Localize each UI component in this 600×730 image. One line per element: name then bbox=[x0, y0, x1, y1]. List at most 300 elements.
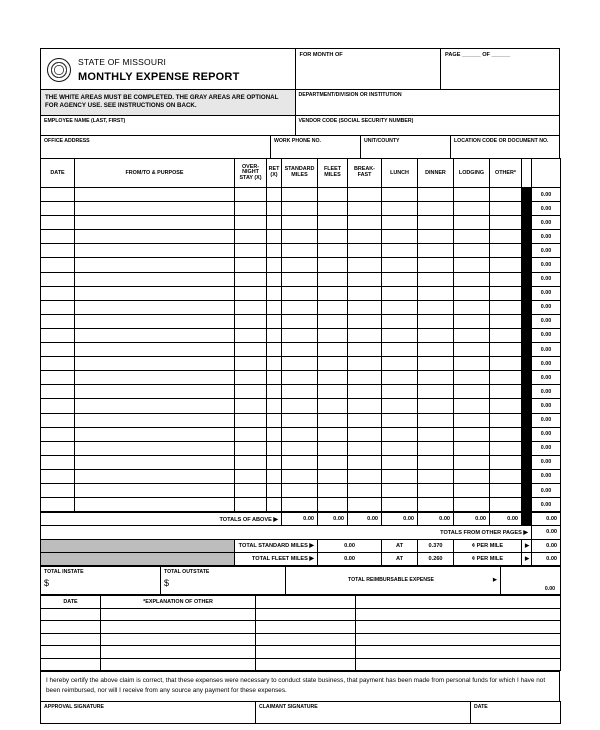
row-input-cell[interactable] bbox=[490, 230, 522, 244]
explanation-row[interactable] bbox=[41, 621, 561, 634]
table-row[interactable] bbox=[41, 286, 561, 300]
row-input-cell[interactable] bbox=[41, 314, 75, 328]
row-input-cell[interactable] bbox=[318, 272, 348, 286]
row-input-cell[interactable] bbox=[454, 258, 490, 272]
explanation-cell[interactable] bbox=[41, 646, 101, 659]
row-input-cell[interactable] bbox=[267, 498, 282, 512]
row-input-cell[interactable] bbox=[490, 314, 522, 328]
vendor-code-field[interactable]: VENDOR CODE (SOCIAL SECURITY NUMBER) bbox=[296, 115, 559, 135]
row-input-cell[interactable] bbox=[282, 188, 318, 202]
row-input-cell[interactable] bbox=[348, 343, 382, 357]
row-input-cell[interactable] bbox=[382, 483, 418, 497]
row-input-cell[interactable] bbox=[382, 230, 418, 244]
row-input-cell[interactable] bbox=[490, 498, 522, 512]
row-input-cell[interactable] bbox=[235, 399, 267, 413]
row-input-cell[interactable] bbox=[418, 357, 454, 371]
row-input-cell[interactable] bbox=[490, 399, 522, 413]
table-row[interactable] bbox=[41, 258, 561, 272]
row-input-cell[interactable] bbox=[235, 328, 267, 342]
row-input-cell[interactable] bbox=[267, 216, 282, 230]
row-input-cell[interactable] bbox=[282, 413, 318, 427]
location-code-field[interactable]: LOCATION CODE OR DOCUMENT NO. bbox=[454, 138, 549, 144]
row-input-cell[interactable] bbox=[418, 328, 454, 342]
row-input-cell[interactable] bbox=[41, 385, 75, 399]
row-input-cell[interactable] bbox=[267, 202, 282, 216]
row-input-cell[interactable] bbox=[282, 385, 318, 399]
row-input-cell[interactable] bbox=[318, 230, 348, 244]
row-input-cell[interactable] bbox=[490, 483, 522, 497]
explanation-row[interactable] bbox=[41, 646, 561, 659]
row-input-cell[interactable] bbox=[318, 483, 348, 497]
row-input-cell[interactable] bbox=[41, 216, 75, 230]
row-input-cell[interactable] bbox=[235, 357, 267, 371]
row-input-cell[interactable] bbox=[418, 216, 454, 230]
row-input-cell[interactable] bbox=[418, 413, 454, 427]
row-input-cell[interactable] bbox=[282, 371, 318, 385]
row-input-cell[interactable] bbox=[75, 216, 235, 230]
row-input-cell[interactable] bbox=[348, 244, 382, 258]
row-input-cell[interactable] bbox=[235, 258, 267, 272]
row-input-cell[interactable] bbox=[490, 272, 522, 286]
explanation-cell[interactable] bbox=[256, 646, 356, 659]
row-input-cell[interactable] bbox=[382, 300, 418, 314]
explanation-cell[interactable] bbox=[356, 621, 561, 634]
row-input-cell[interactable] bbox=[318, 258, 348, 272]
row-input-cell[interactable] bbox=[348, 300, 382, 314]
total-instate-cell[interactable]: TOTAL INSTATE $ bbox=[41, 566, 161, 594]
row-input-cell[interactable] bbox=[267, 441, 282, 455]
row-input-cell[interactable] bbox=[418, 343, 454, 357]
row-input-cell[interactable] bbox=[318, 469, 348, 483]
row-input-cell[interactable] bbox=[41, 328, 75, 342]
row-input-cell[interactable] bbox=[382, 427, 418, 441]
table-row[interactable] bbox=[41, 343, 561, 357]
row-input-cell[interactable] bbox=[382, 188, 418, 202]
table-row[interactable] bbox=[41, 455, 561, 469]
row-input-cell[interactable] bbox=[454, 483, 490, 497]
total-outstate-cell[interactable]: TOTAL OUTSTATE $ bbox=[161, 566, 286, 594]
row-input-cell[interactable] bbox=[267, 258, 282, 272]
table-row[interactable] bbox=[41, 441, 561, 455]
row-input-cell[interactable] bbox=[235, 300, 267, 314]
row-input-cell[interactable] bbox=[41, 483, 75, 497]
row-input-cell[interactable] bbox=[267, 230, 282, 244]
row-input-cell[interactable] bbox=[318, 371, 348, 385]
table-row[interactable] bbox=[41, 216, 561, 230]
row-input-cell[interactable] bbox=[267, 244, 282, 258]
explanation-row[interactable] bbox=[41, 633, 561, 646]
row-input-cell[interactable] bbox=[282, 230, 318, 244]
row-input-cell[interactable] bbox=[267, 455, 282, 469]
row-input-cell[interactable] bbox=[418, 385, 454, 399]
row-input-cell[interactable] bbox=[318, 357, 348, 371]
row-input-cell[interactable] bbox=[382, 371, 418, 385]
explanation-cell[interactable] bbox=[356, 658, 561, 671]
row-input-cell[interactable] bbox=[41, 469, 75, 483]
explanation-cell[interactable] bbox=[41, 633, 101, 646]
row-input-cell[interactable] bbox=[418, 498, 454, 512]
explanation-cell[interactable] bbox=[256, 633, 356, 646]
row-input-cell[interactable] bbox=[382, 469, 418, 483]
explanation-cell[interactable] bbox=[41, 658, 101, 671]
row-input-cell[interactable] bbox=[382, 202, 418, 216]
row-input-cell[interactable] bbox=[75, 441, 235, 455]
row-input-cell[interactable] bbox=[267, 357, 282, 371]
row-input-cell[interactable] bbox=[454, 498, 490, 512]
row-input-cell[interactable] bbox=[75, 371, 235, 385]
row-input-cell[interactable] bbox=[418, 399, 454, 413]
row-input-cell[interactable] bbox=[454, 314, 490, 328]
approval-signature-field[interactable]: APPROVAL SIGNATURE bbox=[41, 702, 256, 724]
row-input-cell[interactable] bbox=[490, 469, 522, 483]
row-input-cell[interactable] bbox=[41, 427, 75, 441]
row-input-cell[interactable] bbox=[282, 343, 318, 357]
row-input-cell[interactable] bbox=[454, 399, 490, 413]
row-input-cell[interactable] bbox=[454, 427, 490, 441]
row-input-cell[interactable] bbox=[318, 328, 348, 342]
row-input-cell[interactable] bbox=[418, 244, 454, 258]
row-input-cell[interactable] bbox=[490, 328, 522, 342]
row-input-cell[interactable] bbox=[267, 469, 282, 483]
row-input-cell[interactable] bbox=[348, 230, 382, 244]
row-input-cell[interactable] bbox=[382, 357, 418, 371]
row-input-cell[interactable] bbox=[348, 413, 382, 427]
row-input-cell[interactable] bbox=[318, 314, 348, 328]
explanation-cell[interactable] bbox=[101, 633, 256, 646]
row-input-cell[interactable] bbox=[454, 469, 490, 483]
row-input-cell[interactable] bbox=[267, 343, 282, 357]
row-input-cell[interactable] bbox=[418, 272, 454, 286]
row-input-cell[interactable] bbox=[75, 455, 235, 469]
row-input-cell[interactable] bbox=[282, 244, 318, 258]
row-input-cell[interactable] bbox=[267, 413, 282, 427]
table-row[interactable] bbox=[41, 413, 561, 427]
row-input-cell[interactable] bbox=[348, 385, 382, 399]
row-input-cell[interactable] bbox=[282, 427, 318, 441]
row-input-cell[interactable] bbox=[41, 188, 75, 202]
row-input-cell[interactable] bbox=[41, 202, 75, 216]
row-input-cell[interactable] bbox=[318, 300, 348, 314]
row-input-cell[interactable] bbox=[318, 216, 348, 230]
row-input-cell[interactable] bbox=[282, 300, 318, 314]
row-input-cell[interactable] bbox=[318, 188, 348, 202]
row-input-cell[interactable] bbox=[267, 427, 282, 441]
row-input-cell[interactable] bbox=[235, 385, 267, 399]
row-input-cell[interactable] bbox=[454, 343, 490, 357]
row-input-cell[interactable] bbox=[235, 286, 267, 300]
row-input-cell[interactable] bbox=[418, 441, 454, 455]
row-input-cell[interactable] bbox=[235, 216, 267, 230]
row-input-cell[interactable] bbox=[490, 216, 522, 230]
row-input-cell[interactable] bbox=[318, 441, 348, 455]
row-input-cell[interactable] bbox=[454, 202, 490, 216]
row-input-cell[interactable] bbox=[490, 371, 522, 385]
row-input-cell[interactable] bbox=[348, 455, 382, 469]
row-input-cell[interactable] bbox=[348, 202, 382, 216]
total-fleet-amount[interactable]: 0.00 bbox=[532, 552, 561, 565]
row-input-cell[interactable] bbox=[382, 272, 418, 286]
row-input-cell[interactable] bbox=[382, 498, 418, 512]
row-input-cell[interactable] bbox=[75, 188, 235, 202]
total-standard-rate[interactable]: 0.370 bbox=[418, 539, 454, 552]
row-input-cell[interactable] bbox=[235, 343, 267, 357]
explanation-cell[interactable] bbox=[256, 658, 356, 671]
row-input-cell[interactable] bbox=[418, 483, 454, 497]
row-input-cell[interactable] bbox=[454, 188, 490, 202]
explanation-cell[interactable] bbox=[101, 608, 256, 621]
row-input-cell[interactable] bbox=[282, 258, 318, 272]
unit-county-field[interactable]: UNIT/COUNTY bbox=[361, 136, 451, 158]
row-input-cell[interactable] bbox=[318, 427, 348, 441]
row-input-cell[interactable] bbox=[318, 244, 348, 258]
row-input-cell[interactable] bbox=[418, 300, 454, 314]
table-row[interactable] bbox=[41, 314, 561, 328]
row-input-cell[interactable] bbox=[75, 258, 235, 272]
row-input-cell[interactable] bbox=[318, 286, 348, 300]
row-input-cell[interactable] bbox=[282, 357, 318, 371]
row-input-cell[interactable] bbox=[235, 314, 267, 328]
row-input-cell[interactable] bbox=[235, 371, 267, 385]
row-input-cell[interactable] bbox=[348, 314, 382, 328]
row-input-cell[interactable] bbox=[282, 469, 318, 483]
row-input-cell[interactable] bbox=[235, 188, 267, 202]
row-input-cell[interactable] bbox=[418, 202, 454, 216]
row-input-cell[interactable] bbox=[75, 385, 235, 399]
explanation-cell[interactable] bbox=[41, 608, 101, 621]
row-input-cell[interactable] bbox=[267, 371, 282, 385]
row-input-cell[interactable] bbox=[490, 188, 522, 202]
row-input-cell[interactable] bbox=[75, 413, 235, 427]
row-input-cell[interactable] bbox=[418, 188, 454, 202]
row-input-cell[interactable] bbox=[418, 286, 454, 300]
row-input-cell[interactable] bbox=[318, 455, 348, 469]
row-input-cell[interactable] bbox=[454, 244, 490, 258]
row-input-cell[interactable] bbox=[418, 455, 454, 469]
table-row[interactable] bbox=[41, 469, 561, 483]
row-input-cell[interactable] bbox=[235, 272, 267, 286]
row-input-cell[interactable] bbox=[490, 343, 522, 357]
row-input-cell[interactable] bbox=[267, 300, 282, 314]
for-month-of-field[interactable]: FOR MONTH OF bbox=[296, 49, 441, 89]
row-input-cell[interactable] bbox=[418, 427, 454, 441]
row-input-cell[interactable] bbox=[318, 498, 348, 512]
row-input-cell[interactable] bbox=[318, 413, 348, 427]
explanation-cell[interactable] bbox=[356, 646, 561, 659]
row-input-cell[interactable] bbox=[41, 441, 75, 455]
row-input-cell[interactable] bbox=[41, 272, 75, 286]
row-input-cell[interactable] bbox=[382, 441, 418, 455]
row-input-cell[interactable] bbox=[235, 202, 267, 216]
row-input-cell[interactable] bbox=[75, 202, 235, 216]
row-input-cell[interactable] bbox=[348, 272, 382, 286]
explanation-row[interactable] bbox=[41, 658, 561, 671]
row-input-cell[interactable] bbox=[318, 202, 348, 216]
row-input-cell[interactable] bbox=[348, 498, 382, 512]
row-input-cell[interactable] bbox=[490, 244, 522, 258]
row-input-cell[interactable] bbox=[490, 427, 522, 441]
table-row[interactable] bbox=[41, 202, 561, 216]
total-fleet-rate[interactable]: 0.260 bbox=[418, 552, 454, 565]
row-input-cell[interactable] bbox=[454, 328, 490, 342]
row-input-cell[interactable] bbox=[235, 413, 267, 427]
row-input-cell[interactable] bbox=[348, 399, 382, 413]
row-input-cell[interactable] bbox=[454, 455, 490, 469]
row-input-cell[interactable] bbox=[282, 455, 318, 469]
row-input-cell[interactable] bbox=[348, 216, 382, 230]
row-input-cell[interactable] bbox=[418, 371, 454, 385]
table-row[interactable] bbox=[41, 244, 561, 258]
row-input-cell[interactable] bbox=[490, 455, 522, 469]
explanation-cell[interactable] bbox=[101, 646, 256, 659]
row-input-cell[interactable] bbox=[75, 244, 235, 258]
row-input-cell[interactable] bbox=[490, 357, 522, 371]
table-row[interactable] bbox=[41, 272, 561, 286]
row-input-cell[interactable] bbox=[348, 258, 382, 272]
explanation-cell[interactable] bbox=[256, 608, 356, 621]
row-input-cell[interactable] bbox=[418, 258, 454, 272]
work-phone-field[interactable]: WORK PHONE NO. bbox=[271, 136, 361, 158]
row-input-cell[interactable] bbox=[41, 357, 75, 371]
row-input-cell[interactable] bbox=[490, 202, 522, 216]
row-input-cell[interactable] bbox=[454, 385, 490, 399]
row-input-cell[interactable] bbox=[75, 399, 235, 413]
row-input-cell[interactable] bbox=[490, 258, 522, 272]
page-number-field[interactable]: PAGE ______ OF ______ bbox=[445, 52, 511, 58]
office-address-field[interactable]: OFFICE ADDRESS bbox=[41, 136, 271, 158]
row-input-cell[interactable] bbox=[267, 314, 282, 328]
table-row[interactable] bbox=[41, 188, 561, 202]
table-row[interactable] bbox=[41, 371, 561, 385]
row-input-cell[interactable] bbox=[490, 286, 522, 300]
row-input-cell[interactable] bbox=[235, 244, 267, 258]
row-input-cell[interactable] bbox=[282, 272, 318, 286]
table-row[interactable] bbox=[41, 328, 561, 342]
row-input-cell[interactable] bbox=[318, 385, 348, 399]
row-input-cell[interactable] bbox=[454, 230, 490, 244]
row-input-cell[interactable] bbox=[454, 216, 490, 230]
row-input-cell[interactable] bbox=[282, 328, 318, 342]
row-input-cell[interactable] bbox=[490, 300, 522, 314]
table-row[interactable] bbox=[41, 385, 561, 399]
row-input-cell[interactable] bbox=[382, 455, 418, 469]
totals-other-pages-value[interactable]: 0.00 bbox=[532, 526, 561, 539]
row-input-cell[interactable] bbox=[282, 399, 318, 413]
row-input-cell[interactable] bbox=[418, 469, 454, 483]
row-input-cell[interactable] bbox=[41, 258, 75, 272]
total-standard-miles-value[interactable]: 0.00 bbox=[318, 539, 382, 552]
row-input-cell[interactable] bbox=[235, 441, 267, 455]
row-input-cell[interactable] bbox=[348, 357, 382, 371]
row-input-cell[interactable] bbox=[267, 272, 282, 286]
row-input-cell[interactable] bbox=[41, 286, 75, 300]
row-input-cell[interactable] bbox=[382, 413, 418, 427]
row-input-cell[interactable] bbox=[267, 188, 282, 202]
row-input-cell[interactable] bbox=[235, 455, 267, 469]
row-input-cell[interactable] bbox=[382, 244, 418, 258]
row-input-cell[interactable] bbox=[348, 328, 382, 342]
explanation-cell[interactable] bbox=[41, 621, 101, 634]
row-input-cell[interactable] bbox=[41, 498, 75, 512]
row-input-cell[interactable] bbox=[382, 286, 418, 300]
row-input-cell[interactable] bbox=[454, 371, 490, 385]
explanation-row[interactable] bbox=[41, 608, 561, 621]
signature-date-field[interactable]: DATE bbox=[471, 702, 561, 724]
row-input-cell[interactable] bbox=[282, 202, 318, 216]
claimant-signature-field[interactable]: CLAIMANT SIGNATURE bbox=[256, 702, 471, 724]
row-input-cell[interactable] bbox=[41, 399, 75, 413]
row-input-cell[interactable] bbox=[75, 427, 235, 441]
row-input-cell[interactable] bbox=[267, 286, 282, 300]
row-input-cell[interactable] bbox=[75, 357, 235, 371]
row-input-cell[interactable] bbox=[235, 427, 267, 441]
row-input-cell[interactable] bbox=[382, 258, 418, 272]
employee-name-field[interactable]: EMPLOYEE NAME (LAST, FIRST) bbox=[41, 115, 295, 135]
total-standard-amount[interactable]: 0.00 bbox=[532, 539, 561, 552]
row-input-cell[interactable] bbox=[75, 343, 235, 357]
row-input-cell[interactable] bbox=[348, 483, 382, 497]
row-input-cell[interactable] bbox=[41, 300, 75, 314]
row-input-cell[interactable] bbox=[267, 385, 282, 399]
row-input-cell[interactable] bbox=[282, 314, 318, 328]
row-input-cell[interactable] bbox=[382, 216, 418, 230]
row-input-cell[interactable] bbox=[454, 441, 490, 455]
row-input-cell[interactable] bbox=[41, 244, 75, 258]
row-input-cell[interactable] bbox=[41, 455, 75, 469]
row-input-cell[interactable] bbox=[75, 498, 235, 512]
row-input-cell[interactable] bbox=[75, 483, 235, 497]
row-input-cell[interactable] bbox=[267, 328, 282, 342]
row-input-cell[interactable] bbox=[282, 483, 318, 497]
row-input-cell[interactable] bbox=[235, 469, 267, 483]
table-row[interactable] bbox=[41, 230, 561, 244]
row-input-cell[interactable] bbox=[348, 188, 382, 202]
row-input-cell[interactable] bbox=[41, 343, 75, 357]
row-input-cell[interactable] bbox=[318, 343, 348, 357]
row-input-cell[interactable] bbox=[41, 230, 75, 244]
row-input-cell[interactable] bbox=[382, 328, 418, 342]
explanation-cell[interactable] bbox=[356, 633, 561, 646]
explanation-cell[interactable] bbox=[101, 621, 256, 634]
table-row[interactable] bbox=[41, 399, 561, 413]
row-input-cell[interactable] bbox=[490, 385, 522, 399]
row-input-cell[interactable] bbox=[75, 314, 235, 328]
row-input-cell[interactable] bbox=[348, 427, 382, 441]
table-row[interactable] bbox=[41, 483, 561, 497]
row-input-cell[interactable] bbox=[490, 441, 522, 455]
row-input-cell[interactable] bbox=[75, 286, 235, 300]
row-input-cell[interactable] bbox=[41, 371, 75, 385]
total-reimbursable-amount[interactable]: 0.00 bbox=[501, 566, 561, 594]
row-input-cell[interactable] bbox=[282, 498, 318, 512]
row-input-cell[interactable] bbox=[282, 441, 318, 455]
row-input-cell[interactable] bbox=[382, 399, 418, 413]
row-input-cell[interactable] bbox=[267, 483, 282, 497]
department-field[interactable]: DEPARTMENT/DIVISION OR INSTITUTION bbox=[296, 89, 559, 115]
row-input-cell[interactable] bbox=[348, 469, 382, 483]
row-input-cell[interactable] bbox=[282, 286, 318, 300]
explanation-cell[interactable] bbox=[356, 608, 561, 621]
row-input-cell[interactable] bbox=[418, 230, 454, 244]
row-input-cell[interactable] bbox=[454, 286, 490, 300]
row-input-cell[interactable] bbox=[75, 230, 235, 244]
row-input-cell[interactable] bbox=[75, 469, 235, 483]
table-row[interactable] bbox=[41, 300, 561, 314]
table-row[interactable] bbox=[41, 357, 561, 371]
row-input-cell[interactable] bbox=[41, 413, 75, 427]
row-input-cell[interactable] bbox=[490, 413, 522, 427]
row-input-cell[interactable] bbox=[454, 357, 490, 371]
table-row[interactable] bbox=[41, 427, 561, 441]
